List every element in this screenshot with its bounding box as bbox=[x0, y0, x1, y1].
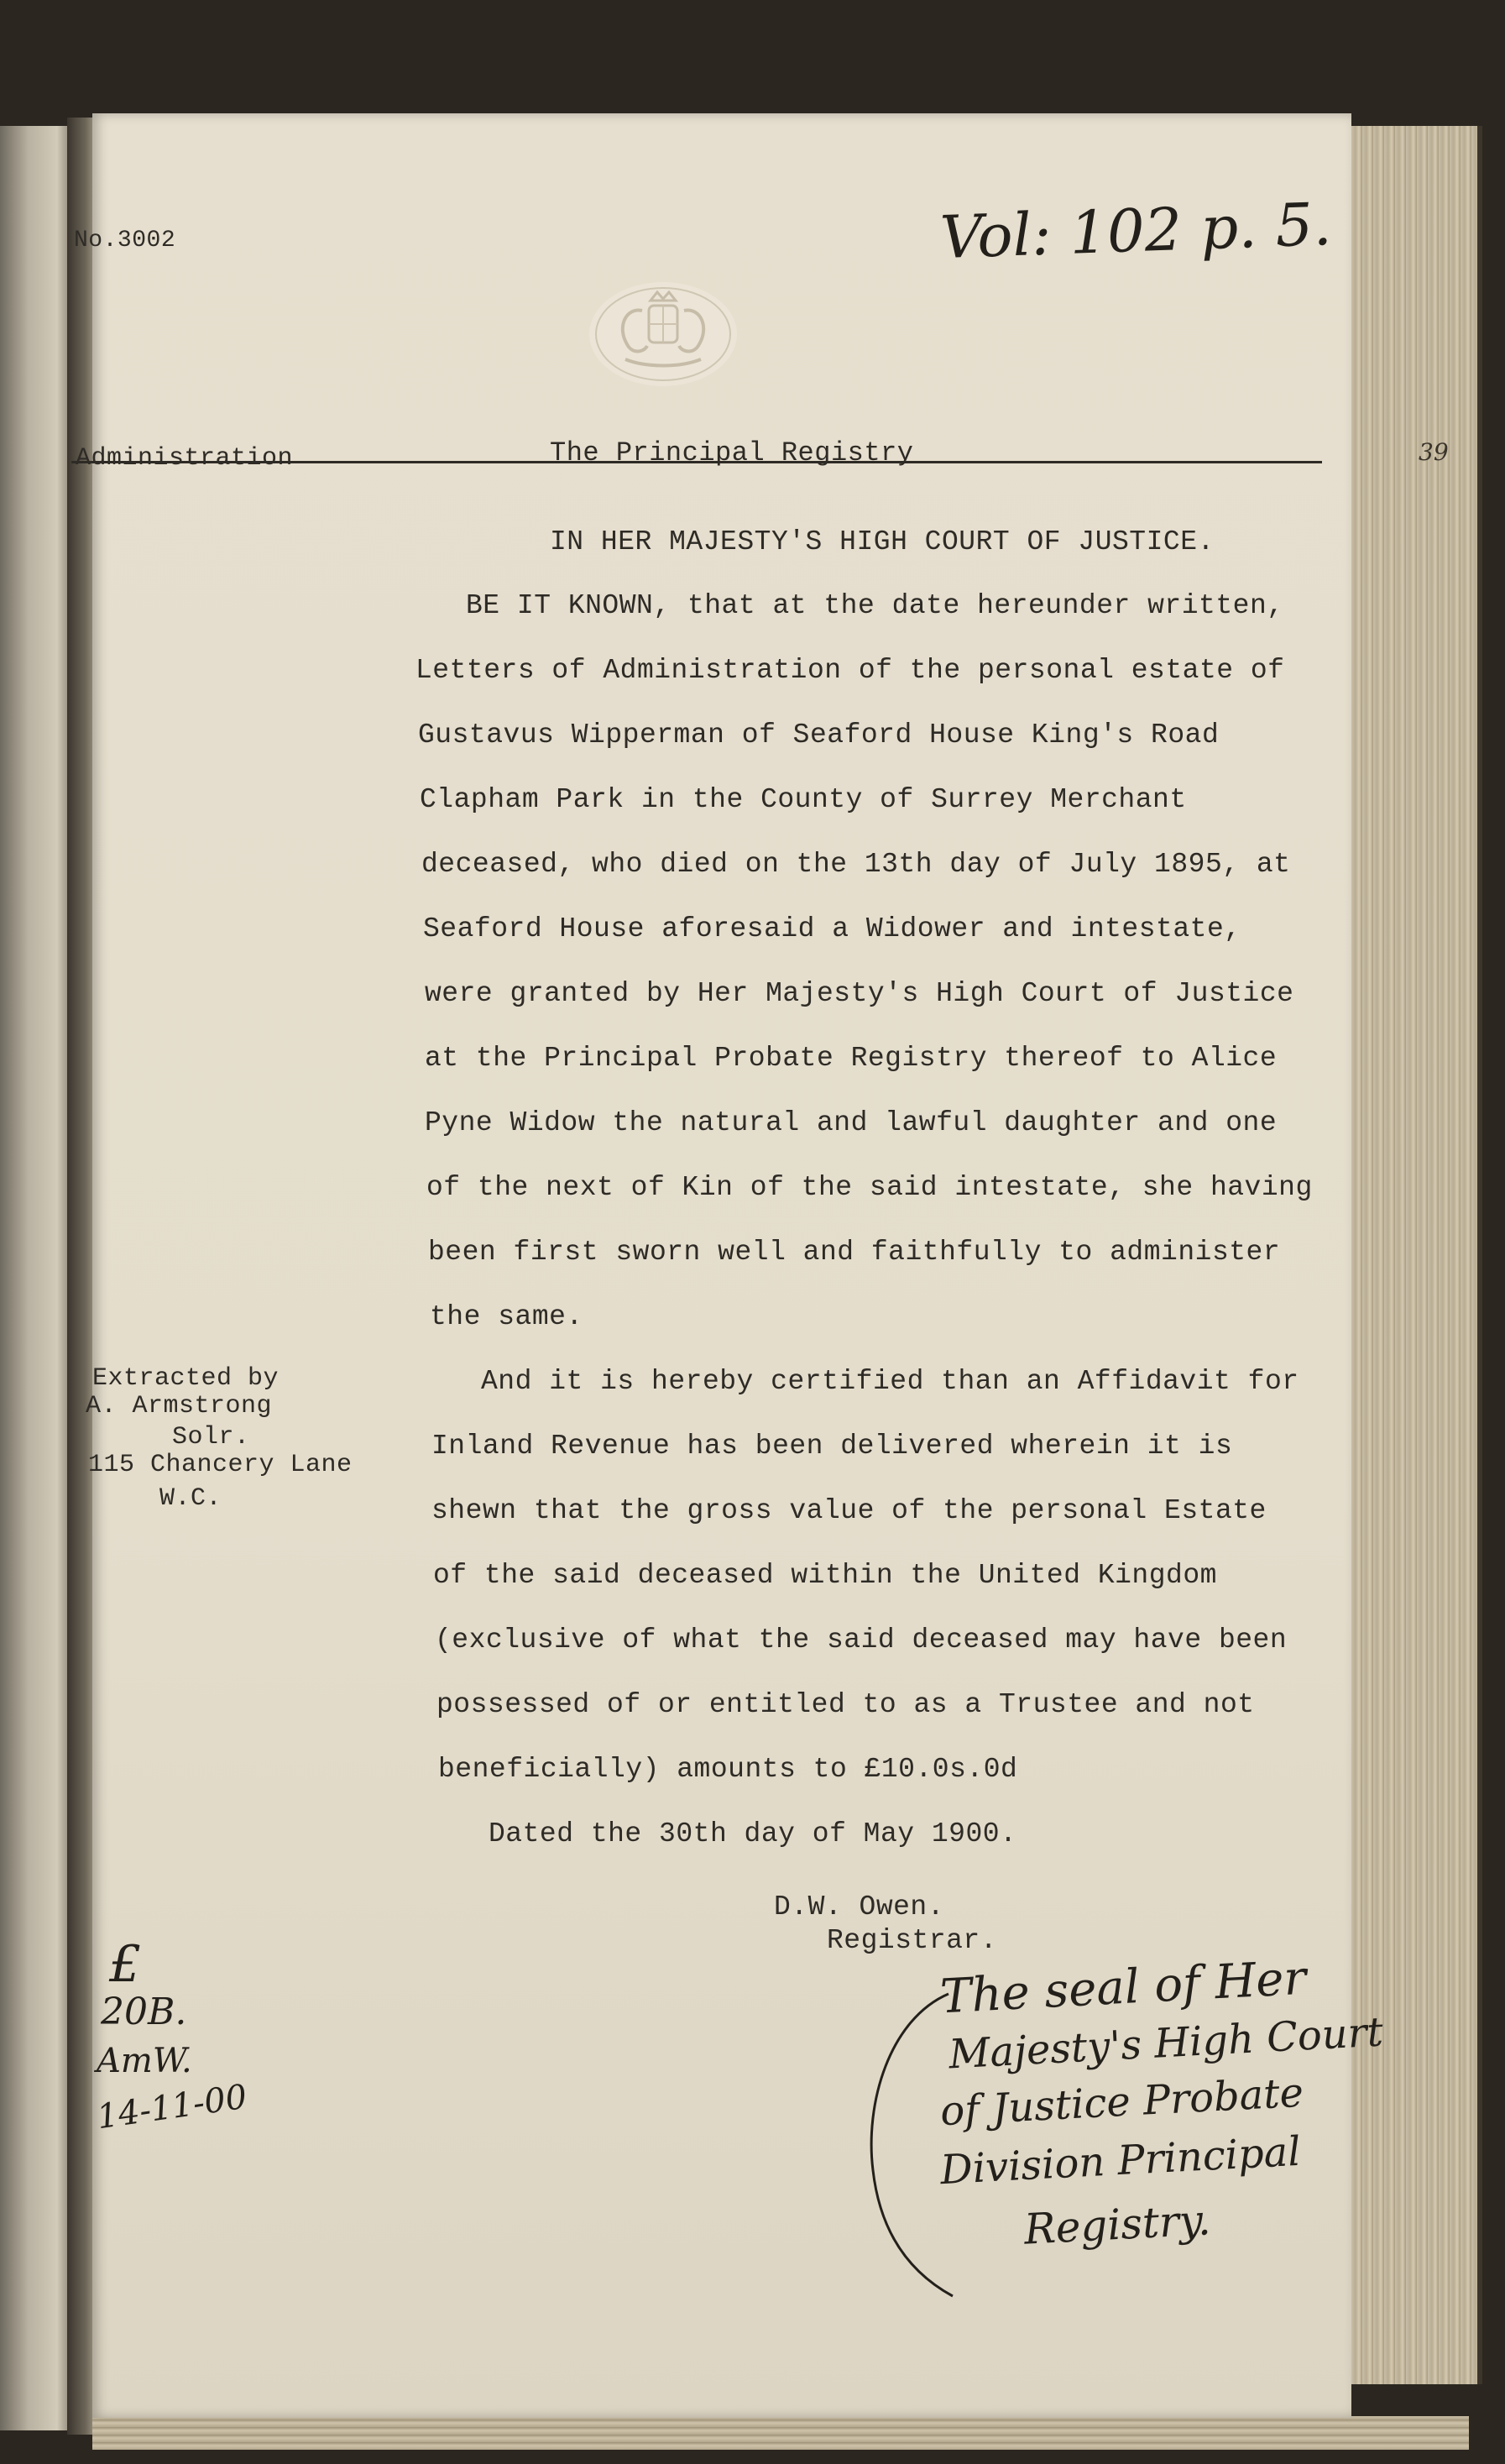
body-line: Dated the 30th day of May 1900. bbox=[489, 1818, 1017, 1849]
seal-note-line: Division Principal bbox=[938, 2127, 1302, 2195]
header-rule bbox=[71, 461, 1322, 463]
seal-bracket bbox=[856, 1985, 957, 2304]
body-line: were granted by Her Majesty's High Court of Justice bbox=[425, 978, 1294, 1009]
handwritten-initial: 20B. bbox=[101, 1991, 187, 2033]
document-page bbox=[74, 113, 1385, 2418]
body-line: at the Principal Probate Registry thereof to Alice bbox=[425, 1043, 1278, 1074]
extracted-line: A. Armstrong bbox=[86, 1392, 273, 1420]
body-line: And it is hereby certified than an Affidavit for bbox=[481, 1366, 1299, 1397]
page-stack-bottom bbox=[92, 2416, 1469, 2450]
body-line: Pyne Widow the natural and lawful daughter and one bbox=[425, 1107, 1278, 1138]
extracted-line: Solr. bbox=[172, 1423, 250, 1452]
body-line: shewn that the gross value of the personal Estate bbox=[431, 1495, 1267, 1526]
signature-name: D.W. Owen. bbox=[774, 1891, 945, 1923]
document-number: No.3002 bbox=[74, 228, 176, 254]
left-heading: Administration bbox=[76, 444, 294, 473]
body-line: BE IT KNOWN, that at the date hereunder written, bbox=[466, 590, 1284, 621]
embossed-seal bbox=[583, 277, 743, 390]
body-line: Clapham Park in the County of Surrey Merchant bbox=[420, 784, 1187, 815]
extracted-line: W.C. bbox=[159, 1484, 222, 1513]
body-line: of the said deceased within the United Kingdom bbox=[433, 1560, 1217, 1591]
body-line: of the next of Kin of the said intestate, she having bbox=[426, 1172, 1313, 1203]
volume-note: Vol: 102 p. 5. bbox=[938, 189, 1333, 273]
previous-page bbox=[0, 126, 71, 2430]
edge-note: 39 bbox=[1419, 438, 1449, 466]
body-line: deceased, who died on the 13th day of July 1895, at bbox=[421, 849, 1291, 880]
handwritten-initial: AmW. bbox=[97, 2042, 192, 2080]
handwritten-initial: 14-11-00 bbox=[94, 2077, 250, 2137]
extracted-line: 115 Chancery Lane bbox=[88, 1451, 353, 1479]
body-line: Letters of Administration of the personal estate of bbox=[415, 655, 1285, 686]
extracted-line: Extracted by bbox=[92, 1364, 280, 1393]
court-heading: IN HER MAJESTY'S HIGH COURT OF JUSTICE. bbox=[550, 526, 1215, 557]
seal-note-line: Registry. bbox=[1022, 2195, 1212, 2254]
body-line: been first sworn well and faithfully to administer bbox=[428, 1237, 1281, 1268]
body-line: Gustavus Wipperman of Seaford House King's Road bbox=[418, 719, 1220, 751]
body-line: Inland Revenue has been delivered wherein it is bbox=[431, 1431, 1233, 1462]
seal-note-line: Majesty's High Court bbox=[947, 2008, 1385, 2079]
body-line: beneficially) amounts to £10.0s.0d bbox=[438, 1754, 1018, 1785]
seal-note-line: of Justice Probate bbox=[938, 2069, 1305, 2136]
body-line: the same. bbox=[430, 1301, 583, 1332]
body-line: possessed of or entitled to as a Trustee and not bbox=[436, 1689, 1255, 1720]
handwritten-initial: £ bbox=[109, 1935, 142, 1994]
signature-title: Registrar. bbox=[827, 1925, 998, 1956]
body-line: Seaford House aforesaid a Widower and intestate, bbox=[423, 913, 1241, 944]
seal-note-line: The seal of Her bbox=[938, 1950, 1308, 2025]
body-line: (exclusive of what the said deceased may have been bbox=[435, 1624, 1288, 1656]
centre-heading: The Principal Registry bbox=[550, 437, 914, 468]
